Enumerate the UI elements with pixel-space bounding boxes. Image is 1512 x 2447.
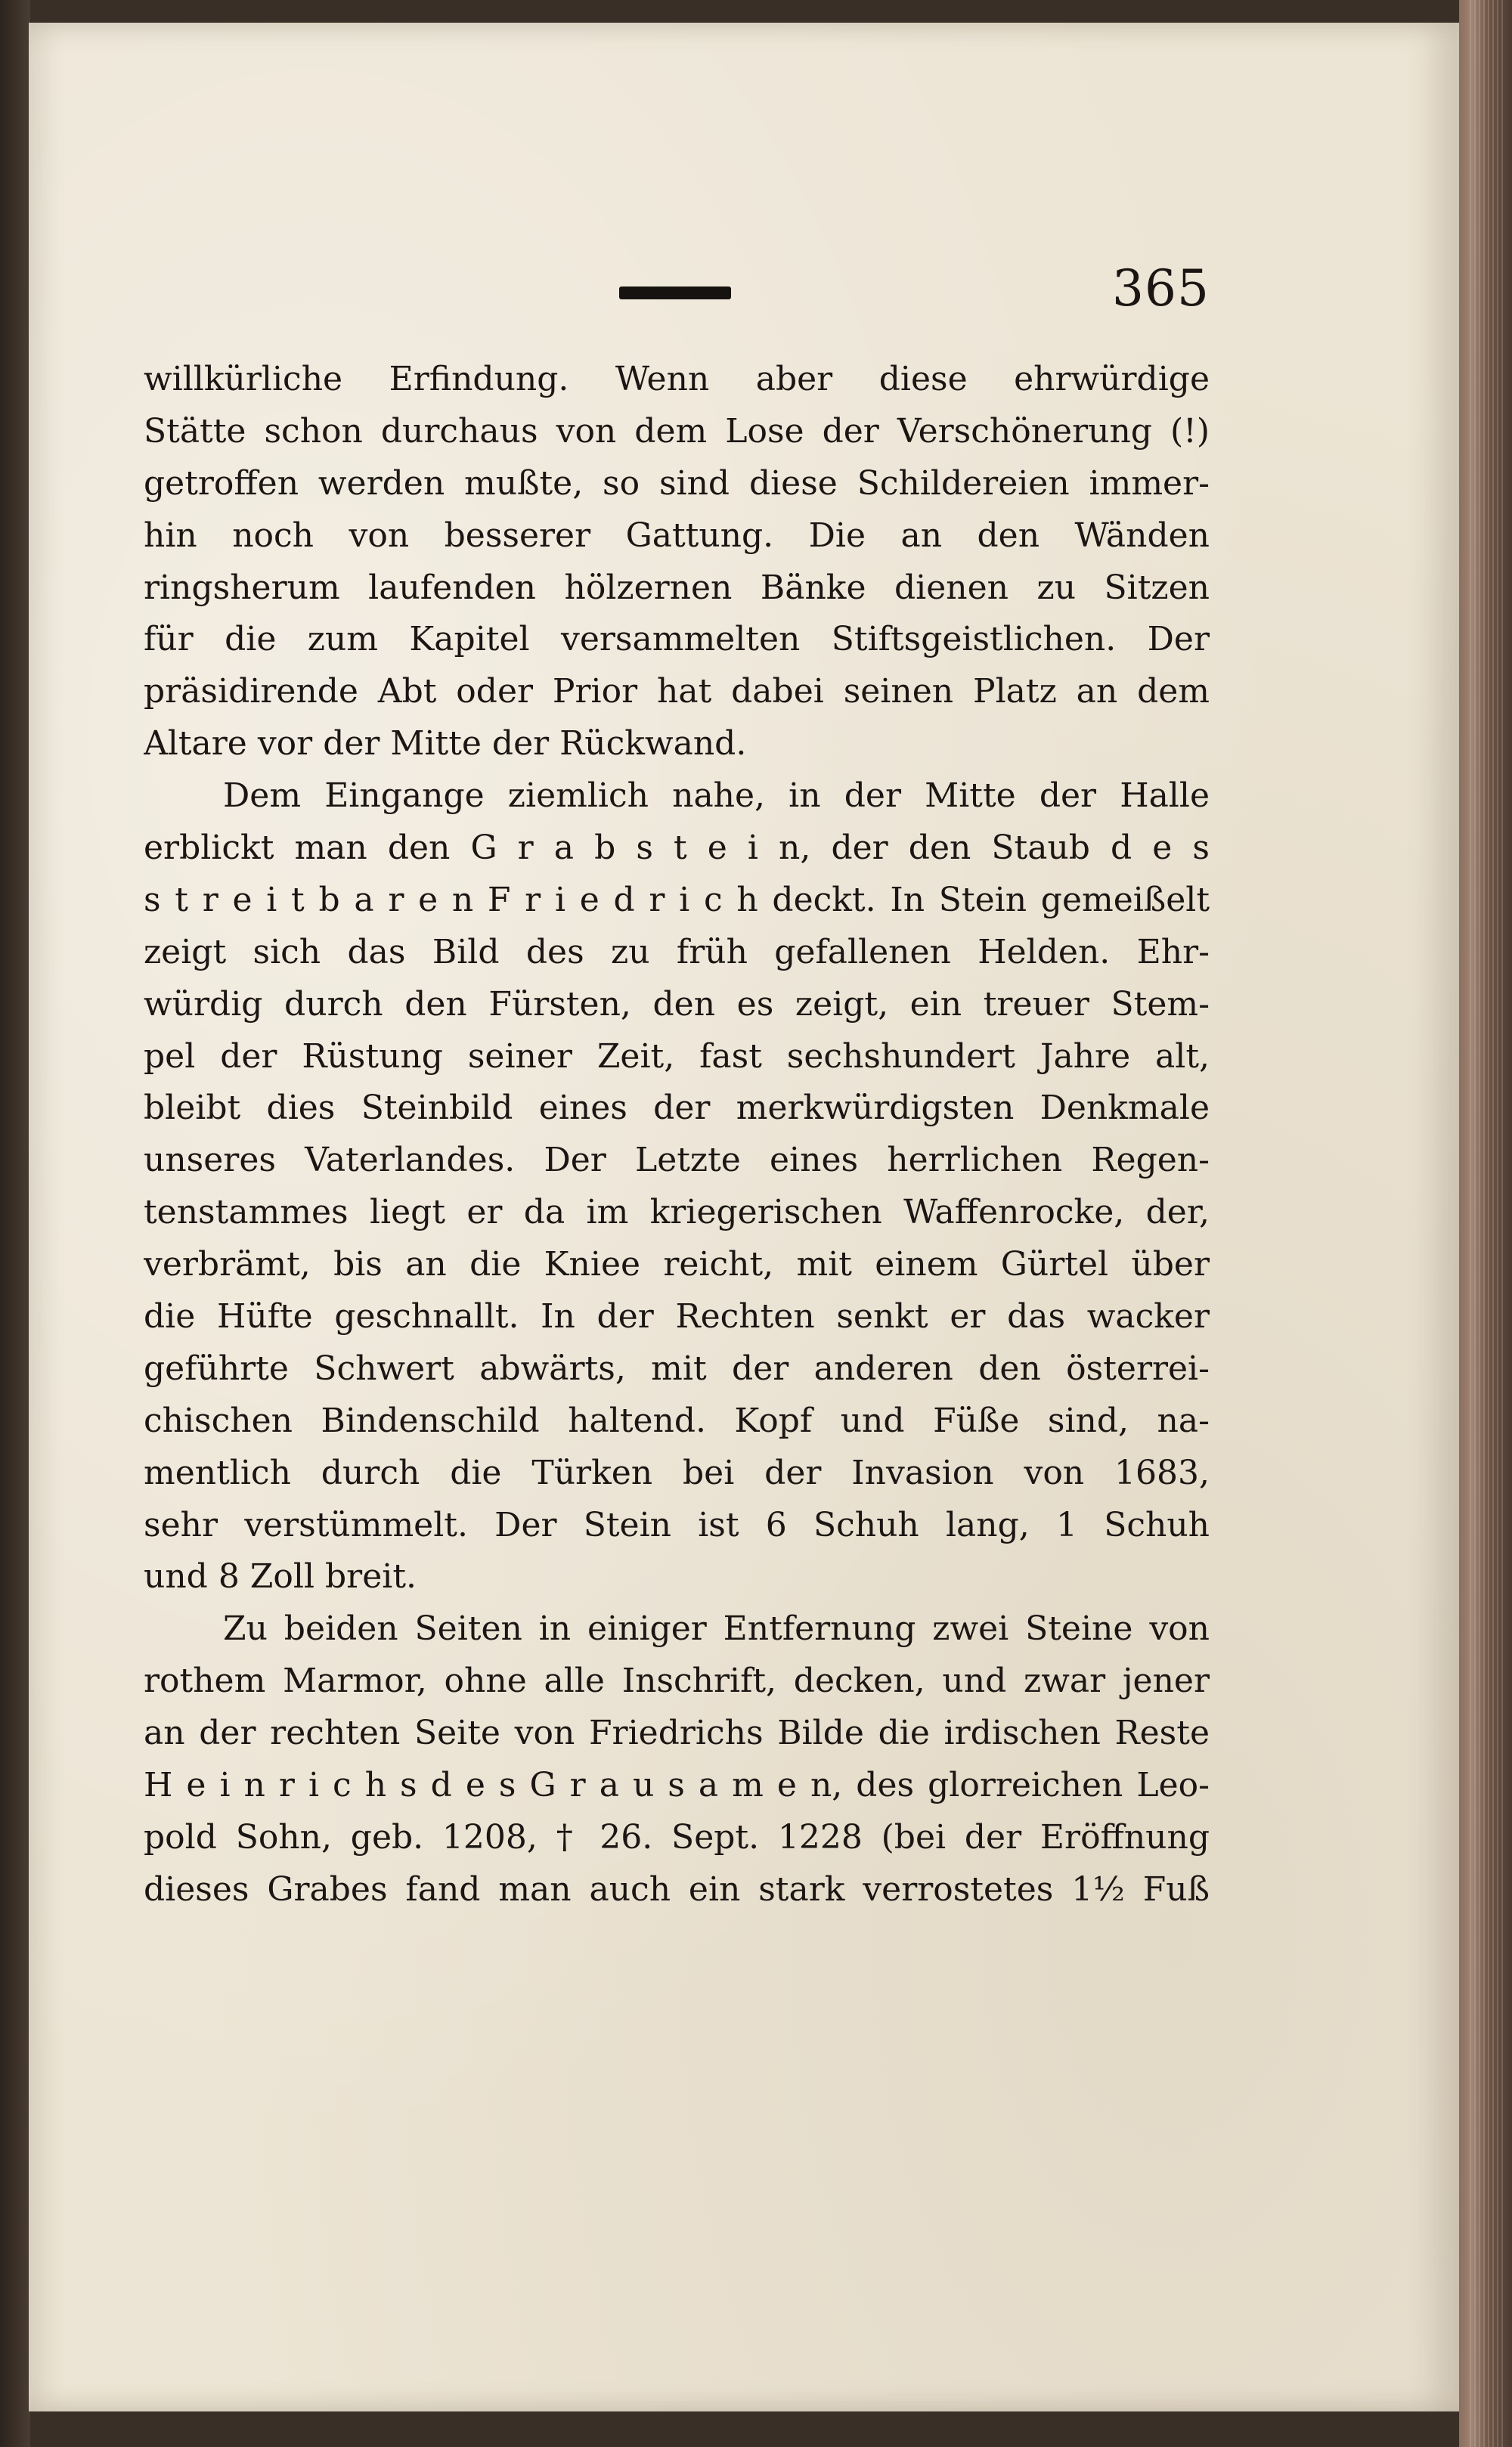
text-line: hin noch von besserer Gattung. Die an den Wänden	[144, 516, 1210, 555]
paragraph-1	[144, 354, 1210, 770]
text-line: dieses Grabes fand man auch ein stark verrostetes 1½ Fuß	[144, 1869, 1210, 1909]
page-number: 365	[1112, 259, 1210, 317]
text-line: Stätte schon durchaus von dem Lose der Verschönerung (!)	[144, 411, 1210, 451]
text-line: pold Sohn, geb. 1208, † 26. Sept. 1228 (bei der Eröffnung	[144, 1817, 1210, 1857]
binding-shadow	[0, 0, 30, 2447]
paragraph-3	[144, 1603, 1210, 1916]
text-line: getroffen werden mußte, so sind diese Schildereien immer-	[144, 463, 1210, 503]
text-line: chischen Bindenschild haltend. Kopf und Füße sind, na-	[144, 1401, 1210, 1440]
text-line: würdig durch den Fürsten, den es zeigt, ein treuer Stem-	[144, 984, 1210, 1024]
text-line: rothem Marmor, ohne alle Inschrift, decken, und zwar jener	[144, 1662, 1210, 1701]
text-line: tenstammes liegt er da im kriegerischen Waffenrocke, der,	[144, 1193, 1210, 1232]
paragraph-2	[144, 770, 1210, 1603]
text-line: Altare vor der Mitte der Rückwand.	[144, 724, 747, 764]
body-text	[144, 354, 1210, 1916]
text-line: pel der Rüstung seiner Zeit, fast sechshundert Jahre alt,	[144, 1036, 1210, 1076]
text-line: geführte Schwert abwärts, mit der anderen den österrei-	[144, 1349, 1210, 1388]
text-line: unseres Vaterlandes. Der Letzte eines herrlichen Regen-	[144, 1141, 1210, 1180]
page-edges	[1459, 0, 1512, 2447]
text-line: ringsherum laufenden hölzernen Bänke dienen zu Sitzen	[144, 568, 1210, 607]
text-line: mentlich durch die Türken bei der Invasion von 1683,	[144, 1453, 1210, 1492]
text-line: an der rechten Seite von Friedrichs Bilde die irdischen Reste	[144, 1714, 1210, 1753]
text-line: präsidirende Abt oder Prior hat dabei seinen Platz an dem	[144, 672, 1210, 711]
text-line: willkürliche Erfindung. Wenn aber diese ehrwürdige	[144, 360, 1210, 398]
text-line: und 8 Zoll breit.	[144, 1557, 417, 1597]
text-line: zeigt sich das Bild des zu früh gefallenen Helden. Ehr-	[144, 932, 1210, 971]
text-line: sehr verstümmelt. Der Stein ist 6 Schuh lang, 1 Schuh	[144, 1505, 1210, 1544]
text-line: s t r e i t b a r e n F r i e d r i c h deckt. In Stein gemeißelt	[144, 880, 1210, 919]
text-line: für die zum Kapitel versammelten Stiftsgeistlichen. Der	[144, 620, 1210, 659]
text-line: H e i n r i c h s d e s G r a u s a m e n, des glorreichen Leo-	[144, 1766, 1210, 1805]
text-line: die Hüfte geschnallt. In der Rechten senkt er das wacker	[144, 1297, 1210, 1337]
text-line: verbrämt, bis an die Kniee reicht, mit einem Gürtel über	[144, 1245, 1210, 1284]
header-rule	[619, 287, 731, 299]
text-line: bleibt dies Steinbild eines der merkwürdigsten Denkmale	[144, 1089, 1210, 1128]
text-line: Dem Eingange ziemlich nahe, in der Mitte der Halle	[223, 776, 1210, 816]
text-line: Zu beiden Seiten in einiger Entfernung zwei Steine von	[223, 1609, 1210, 1649]
text-line: erblickt man den G r a b s t e i n, der den Staub d e s	[144, 829, 1210, 868]
page-edge-stripes	[1470, 0, 1506, 2447]
